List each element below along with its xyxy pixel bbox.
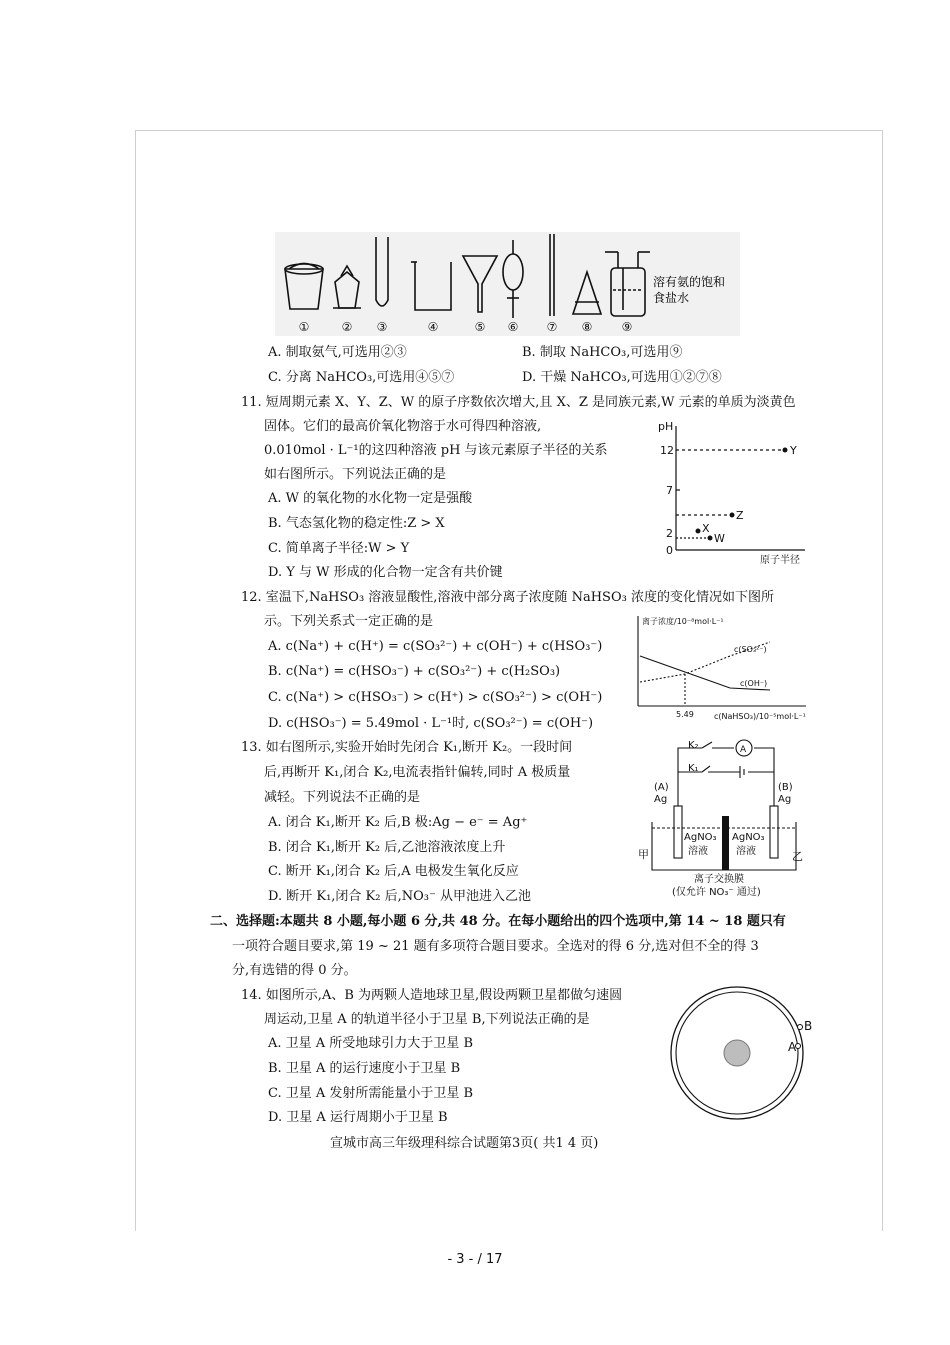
q14-label-b: B: [804, 1019, 813, 1033]
q13-option-a: A. 闭合 K₁,断开 K₂ 后,B 极:Ag − e⁻ = Ag⁺: [268, 815, 528, 830]
q13-option-c: C. 断开 K₁,闭合 K₂ 后,A 电极发生氧化反应: [268, 864, 519, 879]
q10-option-a: A. 制取氨气,可选用②③: [268, 345, 407, 360]
q11-point-x: X: [702, 522, 710, 535]
q13-fig-ammeter: A: [740, 745, 747, 755]
q11-ph-graph: [640, 418, 810, 568]
q14-stem-1: 14. 如图所示,A、B 为两颗人造地球卫星,假设两颗卫星都做匀速圆: [241, 988, 623, 1003]
q12-option-d: D. c(HSO₃⁻) = 5.49mol · L⁻¹时, c(SO₃²⁻) = c(OH⁻): [268, 716, 594, 731]
q13-fig-ag-right: Ag: [778, 794, 792, 805]
q13-fig-a-label: (A): [654, 782, 669, 793]
q14-label-a: A: [788, 1040, 797, 1054]
q11-point-w: W: [714, 532, 725, 545]
q13-fig-b-label: (B): [778, 782, 793, 793]
q11-stem-3: 0.010mol · L⁻¹的这四种溶液 pH 与该元素原子半径的关系: [264, 443, 608, 458]
apparatus-label-1: ①: [298, 320, 310, 334]
q11-point-y: Y: [790, 444, 797, 457]
section2-heading-1: 二、选择题:本题共 8 小题,每小题 6 分,共 48 分。在每小题给出的四个选项中,第 14 ~ 18 题只有: [210, 914, 786, 929]
apparatus-label-4: ④: [427, 320, 439, 334]
q13-stem-1: 13. 如右图所示,实验开始时先闭合 K₁,断开 K₂。一段时间: [241, 740, 573, 755]
q11-point-z: Z: [736, 509, 744, 522]
q12-ion-graph: [630, 612, 810, 724]
q13-stem-2: 后,再断开 K₁,闭合 K₂,电流表指针偏转,同时 A 极质量: [264, 765, 571, 780]
q13-fig-k2: K₂: [688, 740, 699, 751]
q11-option-b: B. 气态氢化物的稳定性:Z > X: [268, 516, 445, 531]
q11-graph-tick-2: 2: [666, 527, 673, 540]
apparatus-caption-1: 溶有氨的饱和: [653, 275, 726, 289]
q13-option-d: D. 断开 K₁,闭合 K₂ 后,NO₃⁻ 从甲池进入乙池: [268, 889, 531, 904]
q13-fig-yi: 乙: [792, 850, 803, 863]
apparatus-label-6: ⑥: [507, 320, 519, 334]
apparatus-label-2: ②: [341, 320, 353, 334]
q12-option-b: B. c(Na⁺) = c(HSO₃⁻) + c(SO₃²⁻) + c(H₂SO₃): [268, 664, 561, 679]
apparatus-label-7: ⑦: [546, 320, 558, 334]
q11-graph-ylabel: pH: [658, 420, 674, 433]
q10-option-d: D. 干燥 NaHCO₃,可选用①②⑦⑧: [522, 370, 722, 385]
q11-graph-tick-12: 12: [660, 444, 674, 457]
q13-fig-ag-left: Ag: [654, 794, 668, 805]
page-number: - 3 - / 17: [447, 1252, 503, 1267]
q14-option-b: B. 卫星 A 的运行速度小于卫星 B: [268, 1061, 461, 1076]
q12-graph-xlabel: c(NaHSO₃)/10⁻⁵mol·L⁻¹: [714, 712, 806, 721]
apparatus-label-8: ⑧: [581, 320, 593, 334]
q11-stem-4: 如右图所示。下列说法正确的是: [264, 467, 447, 482]
q11-stem-2: 固体。它们的最高价氧化物溶于水可得四种溶液,: [264, 419, 542, 434]
q14-option-a: A. 卫星 A 所受地球引力大于卫星 B: [268, 1036, 473, 1051]
q12-option-c: C. c(Na⁺) > c(HSO₃⁻) > c(H⁺) > c(SO₃²⁻) > c(OH⁻): [268, 690, 603, 705]
q10-option-b: B. 制取 NaHCO₃,可选用⑨: [522, 345, 683, 360]
q12-graph-xtick: 5.49: [676, 710, 694, 719]
apparatus-caption-2: 食盐水: [653, 291, 690, 305]
q13-electrolysis-figure: [636, 738, 808, 898]
q10-option-c: C. 分离 NaHCO₃,可选用④⑤⑦: [268, 370, 455, 385]
q11-graph-tick-0: 0: [666, 544, 673, 557]
q11-option-a: A. W 的氧化物的水化物一定是强酸: [268, 491, 473, 506]
q13-fig-sol-left-1: AgNO₃: [684, 832, 717, 843]
q12-option-a: A. c(Na⁺) + c(H⁺) = c(SO₃²⁻) + c(OH⁻) + c(HSO₃⁻): [268, 639, 603, 654]
q13-option-b: B. 闭合 K₁,断开 K₂ 后,乙池溶液浓度上升: [268, 840, 506, 855]
q14-option-c: C. 卫星 A 发射所需能量小于卫星 B: [268, 1086, 474, 1101]
apparatus-figure: [275, 232, 740, 336]
q14-option-d: D. 卫星 A 运行周期小于卫星 B: [268, 1110, 448, 1125]
q13-stem-3: 减轻。下列说法不正确的是: [264, 790, 421, 805]
apparatus-label-5: ⑤: [474, 320, 486, 334]
q12-stem-2: 示。下列关系式一定正确的是: [264, 614, 434, 629]
q13-fig-k1: K₁: [688, 763, 699, 774]
q13-fig-sol-right-2: 溶液: [736, 846, 756, 857]
q11-option-c: C. 简单离子半径:W > Y: [268, 541, 410, 556]
page-footer: 宣城市高三年级理科综合试题第3页( 共1 4 页): [330, 1136, 599, 1151]
q13-fig-sol-left-2: 溶液: [688, 846, 708, 857]
q14-stem-2: 周运动,卫星 A 的轨道半径小于卫星 B,下列说法正确的是: [264, 1012, 590, 1027]
section2-heading-3: 分,有选错的得 0 分。: [232, 963, 357, 978]
q13-fig-membrane: 离子交换膜: [694, 874, 744, 885]
q11-graph-xlabel: 原子半径: [760, 555, 800, 566]
q11-stem-1: 11. 短周期元素 X、Y、Z、W 的原子序数依次增大,且 X、Z 是同族元素,W 元素的单质为淡黄色: [241, 395, 796, 410]
section2-heading-2: 一项符合题目要求,第 19 ~ 21 题有多项符合题目要求。全选对的得 6 分,选对但不全的得 3: [232, 939, 759, 954]
q13-fig-jia: 甲: [638, 848, 649, 861]
q13-fig-sol-right-1: AgNO₃: [732, 832, 765, 843]
apparatus-label-9: ⑨: [621, 320, 633, 334]
q12-series-oh: c(OH⁻): [740, 679, 768, 688]
q12-graph-ylabel: 离子浓度/10⁻⁸mol·L⁻¹: [642, 617, 724, 626]
q12-stem-1: 12. 室温下,NaHSO₃ 溶液显酸性,溶液中部分离子浓度随 NaHSO₃ 浓度的变化情况如下图所: [241, 590, 774, 605]
q11-graph-tick-7: 7: [666, 484, 673, 497]
apparatus-label-3: ③: [376, 320, 388, 334]
q11-option-d: D. Y 与 W 形成的化合物一定含有共价键: [268, 565, 503, 580]
q13-fig-membrane-note: (仅允许 NO₃⁻ 通过): [672, 887, 761, 898]
q14-orbit-figure: [668, 980, 818, 1130]
q12-series-so3: c(SO₃²⁻): [734, 645, 767, 654]
